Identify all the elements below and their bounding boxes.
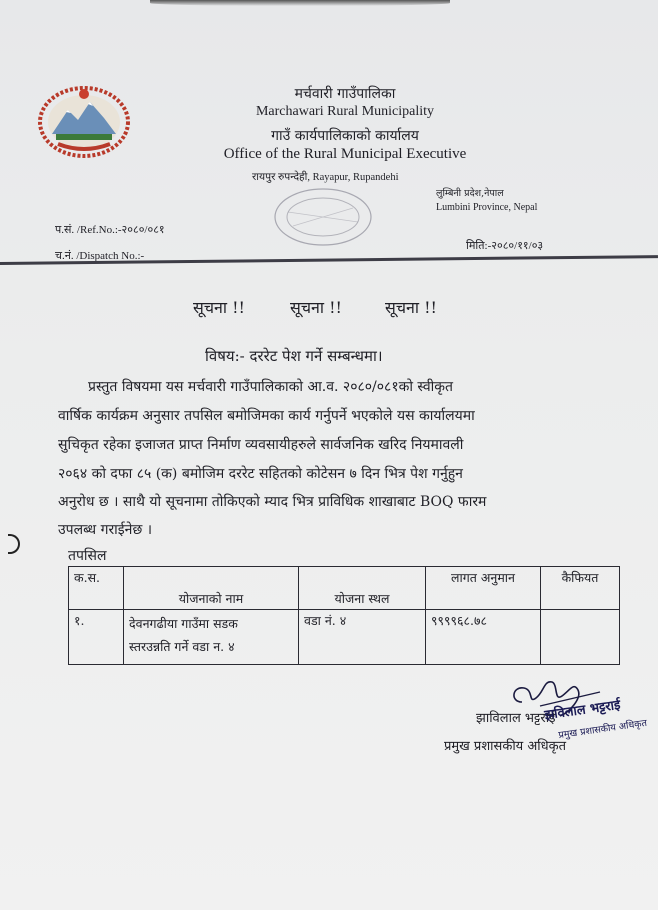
body-line: २०६४ को दफा ८५ (क) बमोजिम दररेट सहितको कोटेसन ७ दिन भित्र पेश गर्नुहुन xyxy=(58,466,463,482)
col-header-location: योजना स्थल xyxy=(299,567,426,610)
office-name-np: मर्चवारी गाउँपालिका xyxy=(294,86,396,102)
project-name-line: स्तरउन्नति गर्ने वडा न. ४ xyxy=(129,639,235,654)
signatory-title: प्रमुख प्रशासकीय अधिकृत xyxy=(444,739,567,754)
body-line: वार्षिक कार्यक्रम अनुसार तपसिल बमोजिमका कार्य गर्नुपर्ने भएकोले यस कार्यालयमा xyxy=(58,408,475,424)
cell-project-name xyxy=(124,610,299,665)
col-header-project-name: योजनाको नाम xyxy=(124,567,299,610)
office-name-en: Marchawari Rural Municipality xyxy=(255,104,435,119)
body-line: प्रस्तुत विषयमा यस मर्चवारी गाउँपालिकाको आ.व. २०८०/०८१को स्वीकृत xyxy=(88,379,454,395)
office-seal-stamp xyxy=(268,182,378,252)
office-address: रायपुर रुपन्देही, Rayapur, Rupandehi xyxy=(252,172,399,183)
punch-hole-mark xyxy=(8,534,20,554)
cell-sn: १. xyxy=(69,610,124,665)
notice-heading-1: सूचना !! xyxy=(193,298,245,317)
cell-cost: ९९९९६८.७८ xyxy=(426,610,541,665)
executive-office-en: Office of the Rural Municipal Executive xyxy=(223,146,467,162)
table-row xyxy=(69,610,620,665)
province-en: Lumbini Province, Nepal xyxy=(436,202,538,213)
nepal-emblem-icon xyxy=(38,82,130,158)
project-name-line: देवनगढीया गाउँमा सडक xyxy=(129,616,238,631)
cell-remarks xyxy=(541,610,620,665)
signature-stamp-title: प्रमुख प्रशासकीय अधिकृत xyxy=(557,717,648,742)
subject-line: विषय:- दररेट पेश गर्ने सम्बन्धमा। xyxy=(205,347,383,365)
dispatch-number: च.नं. /Dispatch No.:- xyxy=(55,250,145,262)
notice-heading-2: सूचना !! xyxy=(290,298,342,317)
project-table xyxy=(68,566,620,665)
body-line: सुचिकृत रहेका इजाजत प्राप्त निर्माण व्यवसायीहरुले सार्वजनिक खरिद नियमावली xyxy=(58,437,464,453)
details-label: तपसिल xyxy=(68,548,107,564)
col-header-remarks: कैफियत xyxy=(541,567,620,610)
province-np: लुम्बिनी प्रदेश,नेपाल xyxy=(436,188,504,199)
page-edge-shadow xyxy=(150,0,450,6)
col-header-sn: क.स. xyxy=(69,567,124,610)
body-line: उपलब्ध गराईनेछ । xyxy=(58,522,153,538)
notice-heading-3: सूचना !! xyxy=(385,298,437,317)
col-header-cost-estimate: लागत अनुमान xyxy=(426,567,541,610)
signatory-name: झाविलाल भट्टराई xyxy=(476,711,556,726)
signature-stamp-name: झविलाल भट्टराई xyxy=(543,697,622,724)
executive-office-np: गाउँ कार्यपालिकाको कार्यालय xyxy=(271,128,419,144)
body-line: अनुरोध छ । साथै यो सूचनामा तोकिएको म्याद भित्र प्राविधिक शाखाबाट BOQ फारम xyxy=(58,494,487,510)
cell-location: वडा नं. ४ xyxy=(299,610,426,665)
table-header-row xyxy=(69,567,620,610)
letter-date: मिति:-२०८०/११/०३ xyxy=(466,240,544,252)
reference-number: प.सं. /Ref.No.:-२०८०/०८१ xyxy=(55,224,165,236)
